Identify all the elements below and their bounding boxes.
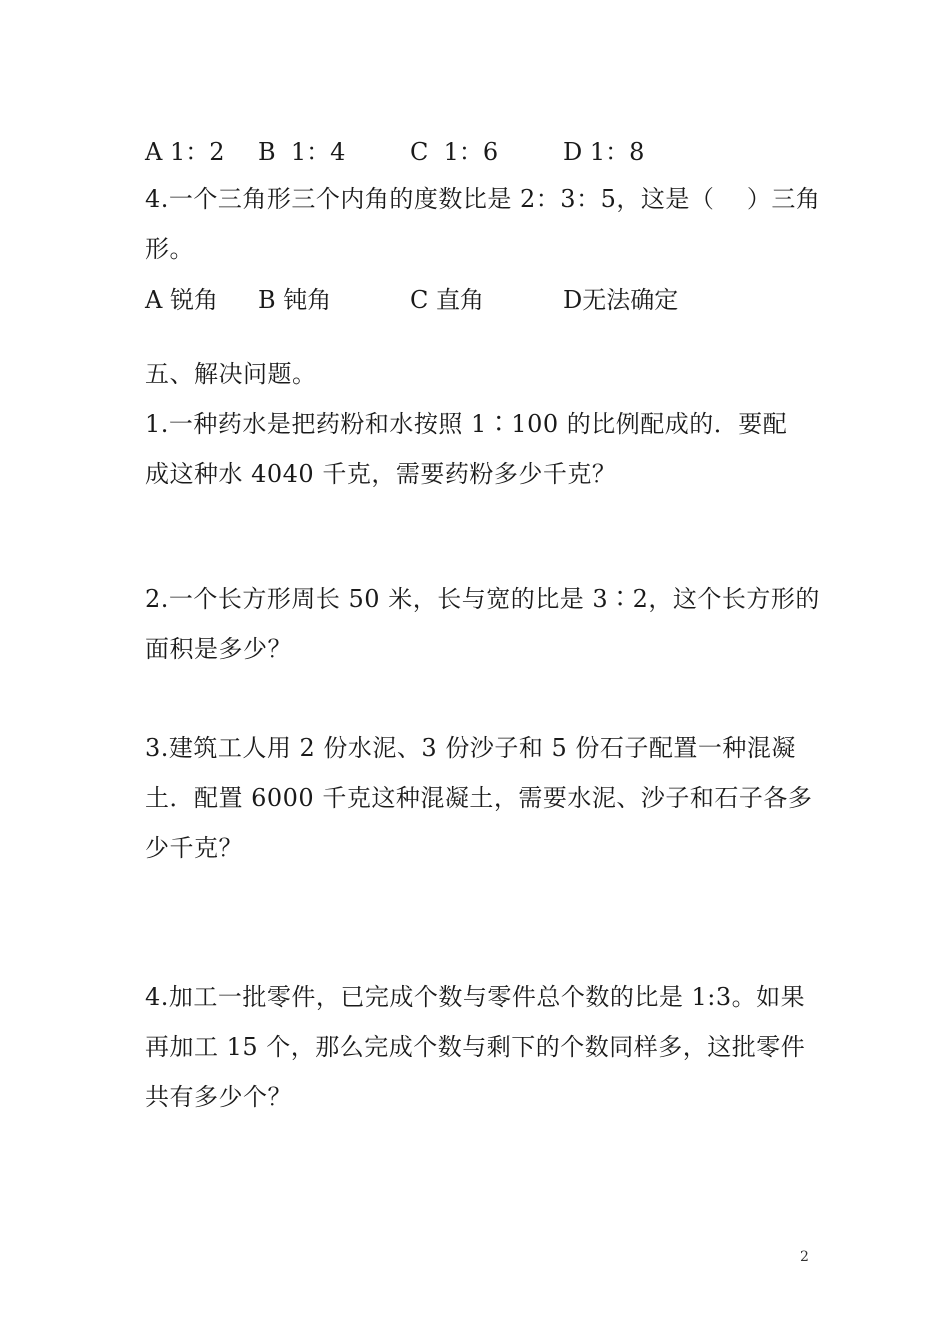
problem-line: 少千克？ bbox=[145, 834, 243, 862]
option-c: C 直角 bbox=[410, 286, 484, 314]
problem-line: 成这种水 4040 千克，需要药粉多少千克？ bbox=[145, 460, 617, 488]
problem-line: 1.一种药水是把药粉和水按照 1∶100 的比例配成的．要配 bbox=[145, 410, 788, 438]
problem-line: 3.建筑工人用 2 份水泥、3 份沙子和 5 份石子配置一种混凝 bbox=[145, 734, 796, 762]
problem-line: 共有多少个？ bbox=[145, 1083, 292, 1111]
option-a: A 锐角 bbox=[145, 286, 218, 314]
option-c: C 1：6 bbox=[410, 138, 499, 166]
option-b: B 钝角 bbox=[258, 286, 332, 314]
question-4-text-line-2: 形。 bbox=[145, 235, 194, 263]
problem-line: 再加工 15 个，那么完成个数与剩下的个数同样多，这批零件 bbox=[145, 1033, 806, 1061]
option-d: D无法确定 bbox=[563, 286, 679, 314]
problem-line: 土．配置 6000 千克这种混凝土，需要水泥、沙子和石子各多 bbox=[145, 784, 813, 812]
problem-line: 4.加工一批零件，已完成个数与零件总个数的比是 1:3。如果 bbox=[145, 983, 806, 1011]
problem-line: 2.一个长方形周长 50 米，长与宽的比是 3∶2，这个长方形的 bbox=[145, 585, 820, 613]
option-b: B 1：4 bbox=[258, 138, 346, 166]
option-d: D 1：8 bbox=[563, 138, 645, 166]
page-number: 2 bbox=[800, 1249, 809, 1265]
question-4-text-line-1: 4.一个三角形三个内角的度数比是 2：3：5，这是（ ）三角 bbox=[145, 185, 821, 213]
option-a: A 1：2 bbox=[145, 138, 225, 166]
problem-line: 面积是多少？ bbox=[145, 635, 292, 663]
section-heading: 五、解决问题。 bbox=[145, 360, 317, 388]
